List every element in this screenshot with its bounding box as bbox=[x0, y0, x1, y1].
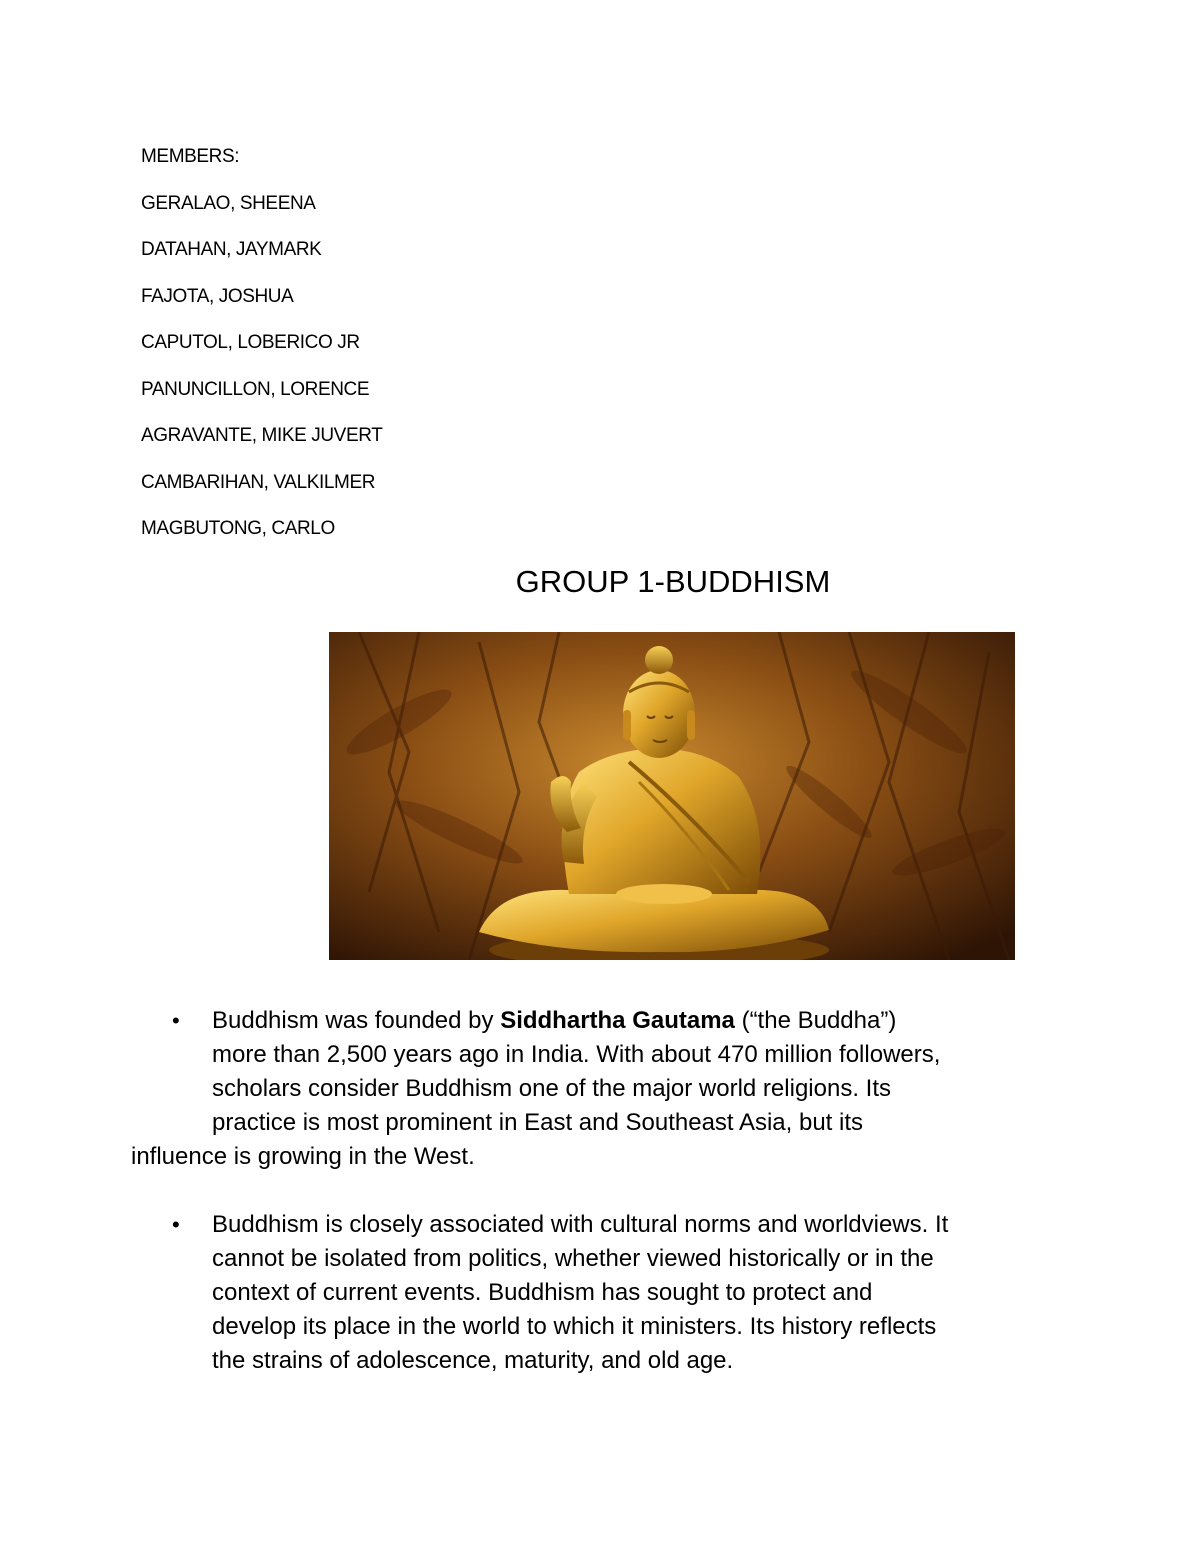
paragraph-line: the strains of adolescence, maturity, and old age. bbox=[212, 1347, 734, 1374]
member-name: DATAHAN, JAYMARK bbox=[141, 239, 322, 260]
member-name: GERALAO, SHEENA bbox=[141, 192, 316, 214]
founder-name: Siddhartha Gautama bbox=[500, 1007, 735, 1034]
members-heading: MEMBERS: bbox=[141, 146, 240, 167]
paragraph-line: scholars consider Buddhism one of the major world religions. Its bbox=[212, 1075, 891, 1102]
members-list bbox=[141, 145, 382, 564]
paragraph-text: (“the Buddha”) bbox=[734, 1007, 897, 1034]
paragraph-line: develop its place in the world to which it ministers. Its history reflects bbox=[212, 1313, 937, 1340]
paragraph-founding-tail bbox=[131, 1140, 1031, 1174]
bullet-icon: • bbox=[172, 1212, 180, 1237]
paragraph-line: cannot be isolated from politics, whether viewed historically or in the bbox=[212, 1245, 934, 1272]
document-title: GROUP 1-BUDDHISM bbox=[515, 564, 831, 599]
paragraph-line: Buddhism is closely associated with cultural norms and worldviews. It bbox=[212, 1211, 949, 1238]
member-name: AGRAVANTE, MIKE JUVERT bbox=[141, 425, 383, 446]
paragraph-line: more than 2,500 years ago in India. With about 470 million followers, bbox=[212, 1041, 941, 1068]
paragraph-line: influence is growing in the West. bbox=[131, 1143, 475, 1170]
paragraph-founding bbox=[212, 1004, 1072, 1140]
member-name: CAMBARIHAN, VALKILMER bbox=[141, 471, 376, 493]
paragraph-text: Buddhism was founded by bbox=[212, 1007, 501, 1034]
member-name: PANUNCILLON, LORENCE bbox=[141, 378, 370, 400]
member-name: FAJOTA, JOSHUA bbox=[141, 285, 294, 307]
bullet-icon: • bbox=[172, 1008, 180, 1033]
paragraph-line: context of current events. Buddhism has sought to protect and bbox=[212, 1279, 873, 1306]
buddha-statue-image bbox=[329, 632, 1015, 960]
paragraph-line bbox=[212, 1004, 1072, 1038]
member-name: MAGBUTONG, CARLO bbox=[141, 518, 335, 539]
member-name: CAPUTOL, LOBERICO JR bbox=[141, 332, 360, 353]
paragraph-culture bbox=[212, 1208, 1072, 1378]
paragraph-line: practice is most prominent in East and Southeast Asia, but its bbox=[212, 1109, 863, 1136]
